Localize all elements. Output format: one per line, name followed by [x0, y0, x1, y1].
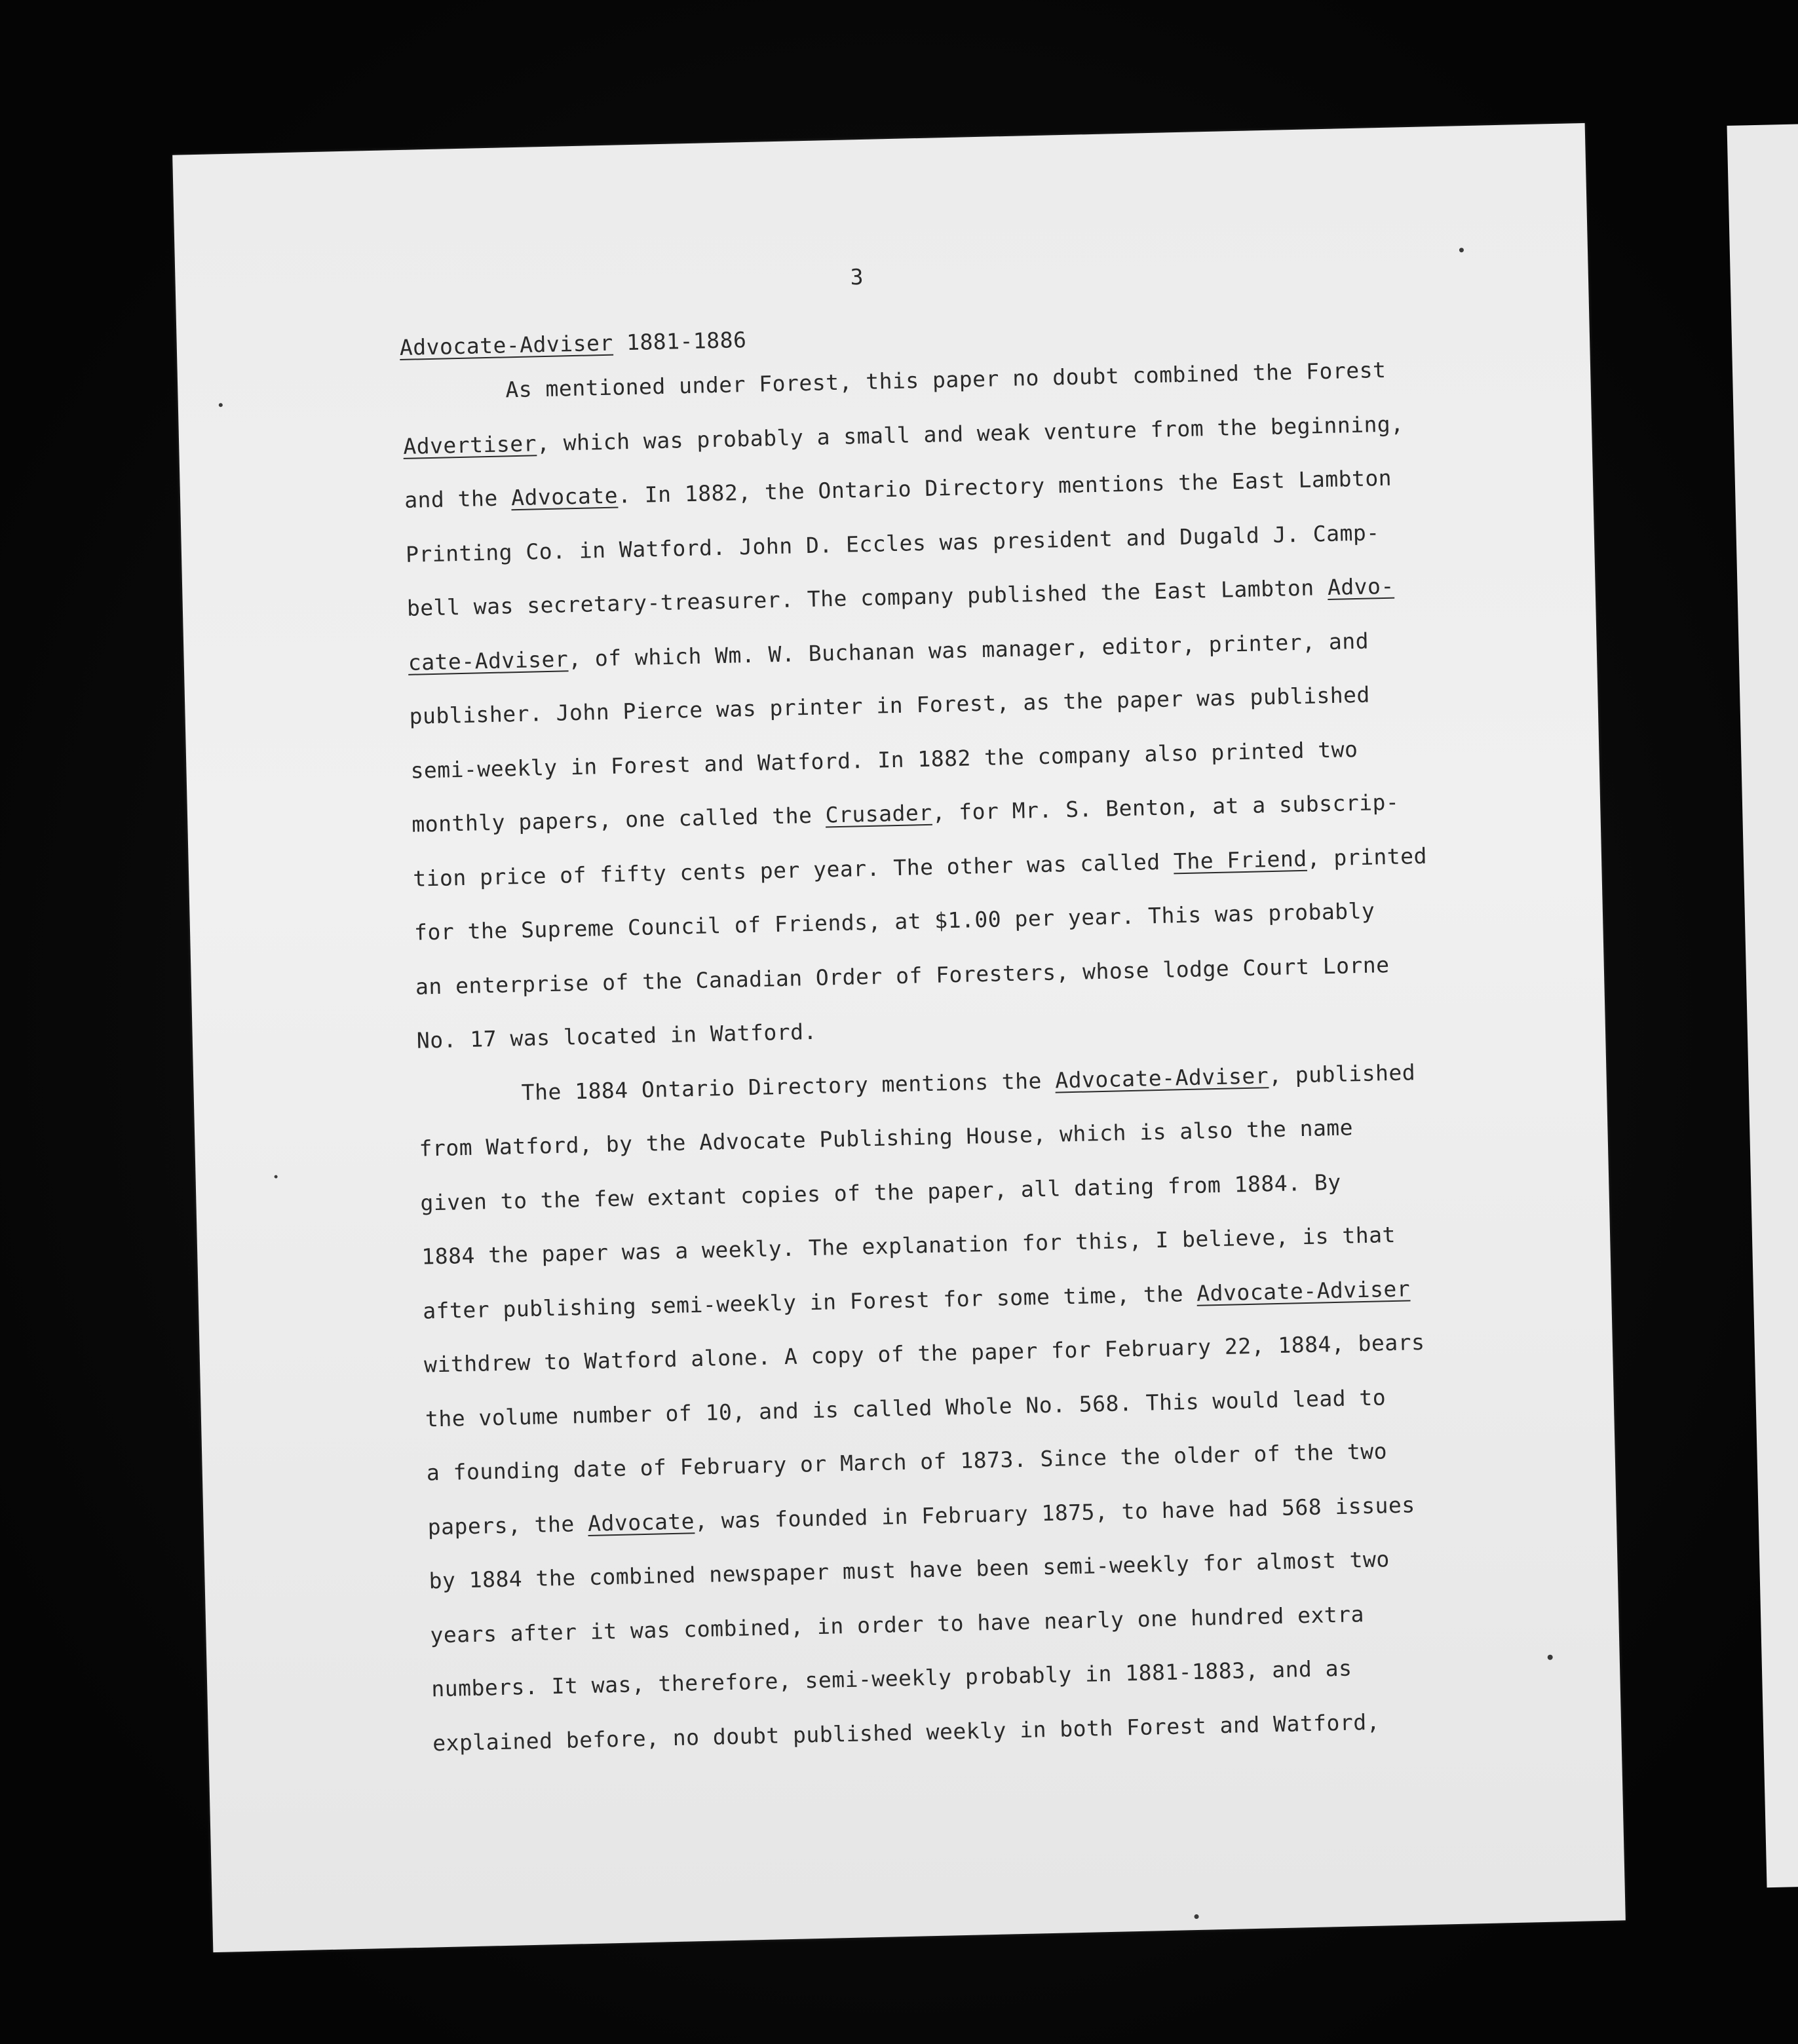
text-line — [413, 842, 1427, 891]
text-run: numbers. It was, therefore, semi-weekly probably in 1881-1883, and as — [430, 1655, 1352, 1702]
text-run: As mentioned under Forest, this paper no doubt combined the Forest — [505, 356, 1387, 403]
text-run: explained before, no doubt published weekly in both Forest and Watford, — [432, 1709, 1381, 1756]
text-line — [416, 1019, 817, 1053]
underlined-title: Advocate — [587, 1507, 695, 1536]
underlined-title: Advocate-Adviser — [1196, 1275, 1411, 1306]
heading-years: 1881-1886 — [613, 327, 747, 356]
text-run: bell was secretary-treasurer. The company published the East Lambton — [406, 574, 1328, 621]
text-run: The 1884 Ontario Directory mentions the — [521, 1067, 1056, 1105]
film-speck — [1459, 248, 1464, 252]
page-number: 3 — [850, 263, 864, 290]
film-speck — [1194, 1914, 1198, 1919]
text-line — [404, 465, 1392, 513]
heading-title: Advocate-Adviser — [399, 330, 614, 361]
text-run: . In 1882, the Ontario Directory mentions the East Lambton — [617, 464, 1392, 508]
text-run: , of which Wm. W. Buchanan was manager, editor, printer, and — [567, 628, 1369, 672]
document-page — [172, 123, 1626, 1952]
text-run: an enterprise of the Canadian Order of Foresters, whose lodge Court Lorne — [415, 951, 1390, 1000]
text-line — [430, 1601, 1364, 1648]
text-run: , published — [1268, 1059, 1416, 1088]
text-run: for the Supreme Council of Friends, at $1.00 per year. This was probably — [413, 898, 1375, 945]
underlined-title: Crusader — [825, 799, 933, 828]
text-line — [420, 1169, 1341, 1215]
text-run: the volume number of 10, and is called Whole No. 568. This would lead to — [425, 1384, 1387, 1432]
text-run: , printed — [1307, 842, 1428, 871]
text-run: semi-weekly in Forest and Watford. In 1882 the company also printed two — [410, 736, 1358, 784]
text-line — [425, 1384, 1387, 1431]
text-run: 1884 the paper was a weekly. The explanation for this, I believe, is that — [421, 1221, 1396, 1270]
film-speck — [275, 1175, 278, 1179]
text-run: a founding date of February or March of 1873. Since the older of the two — [426, 1438, 1388, 1486]
section-heading — [399, 327, 746, 360]
text-run: , was founded in February 1875, to have had 568 issues — [694, 1491, 1416, 1534]
text-line — [423, 1276, 1411, 1323]
text-run: papers, the — [427, 1510, 588, 1540]
text-line — [406, 573, 1394, 621]
underlined-title: The Friend — [1173, 845, 1308, 874]
text-run: after publishing semi-weekly in Forest for some time, the — [422, 1280, 1197, 1324]
text-line — [421, 1222, 1396, 1270]
text-run: given to the few extant copies of the paper, all dating from 1884. By — [420, 1169, 1341, 1216]
text-line — [424, 1329, 1425, 1378]
film-speck — [1548, 1655, 1553, 1660]
underlined-title: Advo- — [1327, 573, 1395, 600]
text-line — [431, 1656, 1352, 1702]
text-line — [427, 1492, 1415, 1540]
text-run: Printing Co. in Watford. John D. Eccles was president and Dugald J. Camp- — [405, 519, 1380, 567]
text-run: years after it was combined, in order to have nearly one hundred extra — [430, 1600, 1365, 1648]
text-run: No. 17 was located in Watford. — [416, 1018, 818, 1053]
text-line — [432, 1709, 1381, 1756]
text-line — [408, 628, 1369, 675]
text-line — [505, 357, 1387, 402]
text-line — [409, 682, 1370, 729]
text-line — [415, 951, 1390, 999]
text-line — [419, 1114, 1353, 1161]
text-run: and the — [404, 485, 512, 513]
text-run: monthly papers, one called the — [411, 802, 826, 837]
text-line — [429, 1546, 1390, 1593]
underlined-title: Advocate — [510, 482, 619, 511]
text-run: from Watford, by the Advocate Publishing House, which is also the name — [419, 1114, 1354, 1162]
text-line — [410, 736, 1358, 784]
text-run: withdrew to Watford alone. A copy of the paper for February 22, 1884, bears — [423, 1329, 1425, 1378]
text-line — [403, 411, 1404, 459]
text-run: tion price of fifty cents per year. The other was called — [412, 848, 1174, 892]
text-line — [406, 520, 1380, 567]
text-line — [414, 898, 1375, 945]
underlined-title: Advocate-Adviser — [1054, 1062, 1269, 1093]
underlined-title: cate-Adviser — [408, 645, 569, 675]
text-run: , for Mr. S. Benton, at a subscrip- — [932, 789, 1400, 825]
text-line — [411, 789, 1400, 837]
text-line — [426, 1438, 1387, 1485]
text-run: publisher. John Pierce was printer in Forest, as the paper was published — [409, 681, 1371, 729]
text-run: , which was probably a small and weak venture from the beginning, — [536, 410, 1404, 456]
film-speck — [219, 403, 223, 407]
underlined-title: Advertiser — [402, 430, 537, 459]
text-line — [521, 1059, 1415, 1105]
text-run: by 1884 the combined newspaper must have been semi-weekly for almost two — [429, 1546, 1390, 1594]
